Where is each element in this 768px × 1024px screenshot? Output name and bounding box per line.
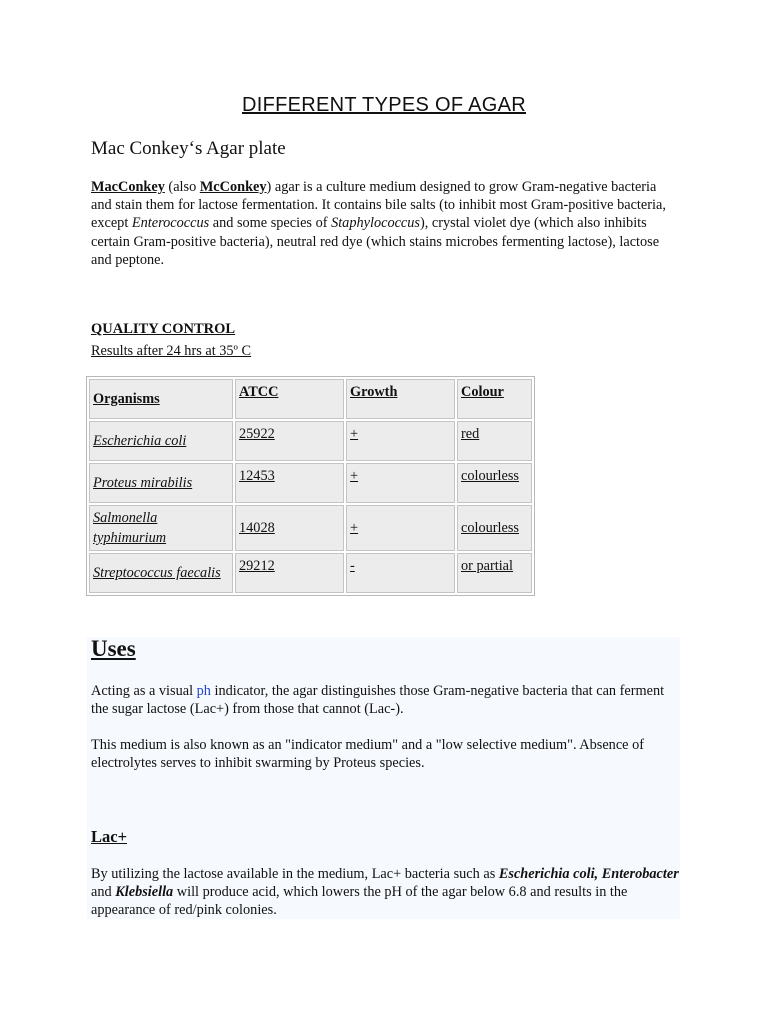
intro-text-1: agar is a culture medium designed to grow Gram-negative bacteria and stain them for lactose fermentation. It contains bile salts (to inhibit most Gram-positive bacteria, except	[91, 179, 666, 232]
lac-text-1: By utilizing the lactose available in the medium, Lac+ bacteria such as	[91, 866, 499, 882]
term-macconkey: MacConkey	[91, 179, 165, 195]
uses-p1-after: indicator, the agar distinguishes those Gram-negative bacteria that can ferment the sugar lactose (Lac+) from those that cannot (Lac-).	[91, 683, 665, 718]
cell-atcc: 12453	[235, 463, 344, 503]
lac-text-3: will produce acid, which lowers the pH of the agar below 6.8 and results in the appearance of red/pink colonies.	[91, 884, 628, 919]
cell-atcc: 29212	[235, 553, 344, 593]
intro-text-3: ), crystal violet dye (which also inhibits certain Gram-positive bacteria), neutral red dye (which stains microbes fermenting lactose), lactose and peptone.	[91, 215, 660, 268]
header-growth: Growth	[346, 379, 455, 419]
cell-organism: Proteus mirabilis	[89, 463, 233, 503]
cell-colour: colourless	[457, 505, 532, 551]
intro-enterococcus: Enterococcus	[131, 215, 210, 232]
cell-colour: or partial	[457, 553, 532, 593]
cell-growth: +	[346, 421, 455, 461]
uses-paragraph-2: This medium is also known as an "indicator medium" and a "low selective medium". Absence of electrolytes serves to inhibit swarming by Proteus species.	[91, 737, 645, 772]
table-row	[89, 553, 532, 593]
header-organisms: Organisms	[89, 379, 233, 419]
intro-staphylococcus: Staphylococcus	[331, 215, 420, 232]
table-row	[89, 421, 532, 461]
lac-plus-heading: Lac+	[91, 827, 127, 846]
cell-atcc: 25922	[235, 421, 344, 461]
quality-control-title: QUALITY CONTROL	[91, 321, 236, 337]
lac-klebsiella: Klebsiella	[115, 884, 174, 901]
cell-atcc: 14028	[235, 505, 344, 551]
ph-link[interactable]: ph	[196, 683, 211, 699]
uses-paragraph-1	[91, 682, 671, 718]
table-row	[89, 463, 532, 503]
intro-also: (also	[164, 179, 200, 195]
cell-organism: Salmonella typhimurium	[89, 505, 233, 551]
page-title: DIFFERENT TYPES OF AGAR	[242, 94, 526, 116]
cell-growth: -	[346, 553, 455, 593]
intro-paragraph	[91, 178, 671, 269]
cell-growth: +	[346, 505, 455, 551]
section-heading: Mac Conkey‘s Agar plate	[91, 138, 286, 159]
cell-growth: +	[346, 463, 455, 503]
quality-control-table	[86, 376, 535, 596]
cell-organism: Escherichia coli	[89, 421, 233, 461]
table-header-row	[89, 379, 532, 419]
cell-organism: Streptococcus faecalis	[89, 553, 233, 593]
header-colour: Colour	[457, 379, 532, 419]
cell-colour: colourless	[457, 463, 532, 503]
lac-escherichia: Escherichia coli,	[498, 866, 599, 882]
lac-enterobacter: Enterobacter	[601, 866, 679, 882]
uses-p1-before: Acting as a visual	[91, 683, 197, 699]
quality-control-subtitle: Results after 24 hrs at 35º C	[91, 343, 252, 359]
intro-text-2: and some species of	[209, 215, 332, 232]
intro-close-paren: )	[266, 179, 272, 195]
lac-text-2: and	[91, 884, 116, 901]
uses-heading: Uses	[91, 636, 136, 661]
lac-plus-paragraph	[91, 865, 681, 920]
table-row	[89, 505, 532, 551]
cell-colour: red	[457, 421, 532, 461]
header-atcc: ATCC	[235, 379, 344, 419]
term-mcconkey: McConkey	[199, 179, 267, 195]
